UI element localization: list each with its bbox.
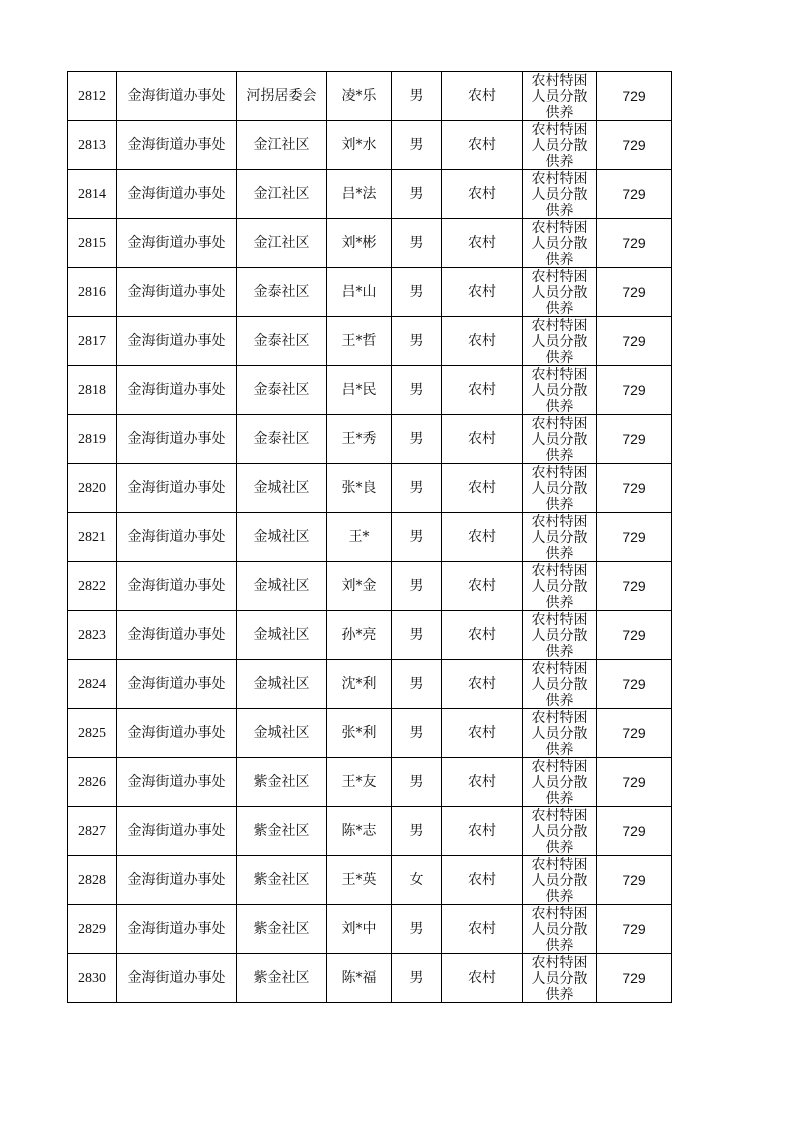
category-text: 农村特困人员分散供养 <box>531 759 588 806</box>
category-text: 农村特困人员分散供养 <box>531 710 588 757</box>
row-number-cell: 2820 <box>68 464 117 513</box>
amount-cell: 729 <box>597 464 672 513</box>
area-cell: 农村 <box>442 709 523 758</box>
gender-cell: 男 <box>392 170 442 219</box>
office-cell: 金海街道办事处 <box>117 856 237 905</box>
table-row <box>68 317 672 366</box>
area-cell: 农村 <box>442 219 523 268</box>
category-text: 农村特困人员分散供养 <box>531 808 588 855</box>
gender-cell: 男 <box>392 268 442 317</box>
amount-cell: 729 <box>597 758 672 807</box>
category-text: 农村特困人员分散供养 <box>531 563 588 610</box>
community-cell: 金城社区 <box>237 709 327 758</box>
row-number-cell: 2812 <box>68 72 117 121</box>
row-number-cell: 2823 <box>68 611 117 660</box>
category-cell <box>523 660 597 709</box>
office-cell: 金海街道办事处 <box>117 366 237 415</box>
category-text: 农村特困人员分散供养 <box>531 612 588 659</box>
gender-cell: 男 <box>392 317 442 366</box>
area-cell: 农村 <box>442 758 523 807</box>
amount-cell: 729 <box>597 513 672 562</box>
recipient-table <box>67 71 672 1003</box>
table-row <box>68 954 672 1003</box>
category-cell <box>523 562 597 611</box>
community-cell: 紫金社区 <box>237 954 327 1003</box>
table-row <box>68 660 672 709</box>
community-cell: 紫金社区 <box>237 905 327 954</box>
community-cell: 金泰社区 <box>237 366 327 415</box>
category-cell <box>523 170 597 219</box>
area-cell: 农村 <box>442 268 523 317</box>
category-cell <box>523 72 597 121</box>
table-body <box>68 72 672 1003</box>
category-text: 农村特困人员分散供养 <box>531 73 588 120</box>
community-cell: 金泰社区 <box>237 317 327 366</box>
amount-cell: 729 <box>597 121 672 170</box>
area-cell: 农村 <box>442 415 523 464</box>
area-cell: 农村 <box>442 807 523 856</box>
category-text: 农村特困人员分散供养 <box>531 514 588 561</box>
gender-cell: 男 <box>392 72 442 121</box>
amount-cell: 729 <box>597 562 672 611</box>
gender-cell: 男 <box>392 709 442 758</box>
office-cell: 金海街道办事处 <box>117 709 237 758</box>
name-cell: 沈*利 <box>327 660 392 709</box>
category-text: 农村特困人员分散供养 <box>531 269 588 316</box>
office-cell: 金海街道办事处 <box>117 758 237 807</box>
gender-cell: 女 <box>392 856 442 905</box>
name-cell: 王*英 <box>327 856 392 905</box>
category-text: 农村特困人员分散供养 <box>531 857 588 904</box>
office-cell: 金海街道办事处 <box>117 954 237 1003</box>
area-cell: 农村 <box>442 611 523 660</box>
office-cell: 金海街道办事处 <box>117 268 237 317</box>
amount-cell: 729 <box>597 317 672 366</box>
name-cell: 王*友 <box>327 758 392 807</box>
gender-cell: 男 <box>392 905 442 954</box>
office-cell: 金海街道办事处 <box>117 513 237 562</box>
area-cell: 农村 <box>442 366 523 415</box>
community-cell: 金城社区 <box>237 513 327 562</box>
table-row <box>68 415 672 464</box>
category-cell <box>523 954 597 1003</box>
community-cell: 金江社区 <box>237 170 327 219</box>
gender-cell: 男 <box>392 513 442 562</box>
office-cell: 金海街道办事处 <box>117 905 237 954</box>
row-number-cell: 2830 <box>68 954 117 1003</box>
area-cell: 农村 <box>442 464 523 513</box>
category-cell <box>523 268 597 317</box>
name-cell: 吕*山 <box>327 268 392 317</box>
table-row <box>68 758 672 807</box>
gender-cell: 男 <box>392 611 442 660</box>
table-row <box>68 464 672 513</box>
community-cell: 金城社区 <box>237 611 327 660</box>
community-cell: 金城社区 <box>237 660 327 709</box>
gender-cell: 男 <box>392 954 442 1003</box>
name-cell: 张*良 <box>327 464 392 513</box>
office-cell: 金海街道办事处 <box>117 611 237 660</box>
table-row <box>68 856 672 905</box>
community-cell: 紫金社区 <box>237 807 327 856</box>
row-number-cell: 2825 <box>68 709 117 758</box>
area-cell: 农村 <box>442 72 523 121</box>
table-row <box>68 807 672 856</box>
category-cell <box>523 856 597 905</box>
gender-cell: 男 <box>392 219 442 268</box>
name-cell: 王* <box>327 513 392 562</box>
amount-cell: 729 <box>597 170 672 219</box>
name-cell: 吕*民 <box>327 366 392 415</box>
category-cell <box>523 219 597 268</box>
gender-cell: 男 <box>392 366 442 415</box>
table-row <box>68 72 672 121</box>
category-text: 农村特困人员分散供养 <box>531 906 588 953</box>
category-cell <box>523 807 597 856</box>
community-cell: 金泰社区 <box>237 415 327 464</box>
category-text: 农村特困人员分散供养 <box>531 220 588 267</box>
category-text: 农村特困人员分散供养 <box>531 367 588 414</box>
amount-cell: 729 <box>597 954 672 1003</box>
row-number-cell: 2828 <box>68 856 117 905</box>
category-cell <box>523 709 597 758</box>
gender-cell: 男 <box>392 660 442 709</box>
amount-cell: 729 <box>597 660 672 709</box>
amount-cell: 729 <box>597 72 672 121</box>
name-cell: 王*哲 <box>327 317 392 366</box>
area-cell: 农村 <box>442 954 523 1003</box>
row-number-cell: 2816 <box>68 268 117 317</box>
category-text: 农村特困人员分散供养 <box>531 318 588 365</box>
name-cell: 王*秀 <box>327 415 392 464</box>
area-cell: 农村 <box>442 513 523 562</box>
name-cell: 刘*中 <box>327 905 392 954</box>
row-number-cell: 2829 <box>68 905 117 954</box>
amount-cell: 729 <box>597 219 672 268</box>
row-number-cell: 2814 <box>68 170 117 219</box>
table-row <box>68 709 672 758</box>
gender-cell: 男 <box>392 758 442 807</box>
community-cell: 金泰社区 <box>237 268 327 317</box>
gender-cell: 男 <box>392 464 442 513</box>
category-text: 农村特困人员分散供养 <box>531 171 588 218</box>
amount-cell: 729 <box>597 415 672 464</box>
area-cell: 农村 <box>442 562 523 611</box>
amount-cell: 729 <box>597 366 672 415</box>
amount-cell: 729 <box>597 709 672 758</box>
table-row <box>68 562 672 611</box>
category-text: 农村特困人员分散供养 <box>531 416 588 463</box>
table-row <box>68 121 672 170</box>
office-cell: 金海街道办事处 <box>117 807 237 856</box>
name-cell: 刘*金 <box>327 562 392 611</box>
amount-cell: 729 <box>597 856 672 905</box>
area-cell: 农村 <box>442 170 523 219</box>
community-cell: 金江社区 <box>237 121 327 170</box>
office-cell: 金海街道办事处 <box>117 464 237 513</box>
table-row <box>68 611 672 660</box>
category-cell <box>523 464 597 513</box>
table-row <box>68 905 672 954</box>
amount-cell: 729 <box>597 905 672 954</box>
table-row <box>68 513 672 562</box>
community-cell: 金城社区 <box>237 562 327 611</box>
name-cell: 孙*亮 <box>327 611 392 660</box>
office-cell: 金海街道办事处 <box>117 121 237 170</box>
row-number-cell: 2827 <box>68 807 117 856</box>
category-cell <box>523 513 597 562</box>
row-number-cell: 2813 <box>68 121 117 170</box>
row-number-cell: 2818 <box>68 366 117 415</box>
row-number-cell: 2824 <box>68 660 117 709</box>
office-cell: 金海街道办事处 <box>117 660 237 709</box>
row-number-cell: 2822 <box>68 562 117 611</box>
office-cell: 金海街道办事处 <box>117 72 237 121</box>
row-number-cell: 2815 <box>68 219 117 268</box>
category-text: 农村特困人员分散供养 <box>531 122 588 169</box>
name-cell: 陈*福 <box>327 954 392 1003</box>
office-cell: 金海街道办事处 <box>117 170 237 219</box>
table-row <box>68 170 672 219</box>
gender-cell: 男 <box>392 121 442 170</box>
gender-cell: 男 <box>392 415 442 464</box>
area-cell: 农村 <box>442 121 523 170</box>
category-cell <box>523 366 597 415</box>
office-cell: 金海街道办事处 <box>117 415 237 464</box>
amount-cell: 729 <box>597 807 672 856</box>
area-cell: 农村 <box>442 905 523 954</box>
area-cell: 农村 <box>442 660 523 709</box>
category-cell <box>523 758 597 807</box>
name-cell: 刘*彬 <box>327 219 392 268</box>
category-cell <box>523 611 597 660</box>
gender-cell: 男 <box>392 807 442 856</box>
area-cell: 农村 <box>442 856 523 905</box>
community-cell: 金江社区 <box>237 219 327 268</box>
name-cell: 张*利 <box>327 709 392 758</box>
category-cell <box>523 905 597 954</box>
row-number-cell: 2826 <box>68 758 117 807</box>
category-cell <box>523 415 597 464</box>
row-number-cell: 2819 <box>68 415 117 464</box>
community-cell: 紫金社区 <box>237 856 327 905</box>
category-text: 农村特困人员分散供养 <box>531 955 588 1002</box>
name-cell: 刘*水 <box>327 121 392 170</box>
office-cell: 金海街道办事处 <box>117 317 237 366</box>
office-cell: 金海街道办事处 <box>117 562 237 611</box>
gender-cell: 男 <box>392 562 442 611</box>
area-cell: 农村 <box>442 317 523 366</box>
row-number-cell: 2821 <box>68 513 117 562</box>
category-text: 农村特困人员分散供养 <box>531 465 588 512</box>
community-cell: 金城社区 <box>237 464 327 513</box>
name-cell: 吕*法 <box>327 170 392 219</box>
amount-cell: 729 <box>597 611 672 660</box>
category-cell <box>523 317 597 366</box>
category-cell <box>523 121 597 170</box>
row-number-cell: 2817 <box>68 317 117 366</box>
table-row <box>68 268 672 317</box>
name-cell: 陈*志 <box>327 807 392 856</box>
table-row <box>68 366 672 415</box>
office-cell: 金海街道办事处 <box>117 219 237 268</box>
table-row <box>68 219 672 268</box>
category-text: 农村特困人员分散供养 <box>531 661 588 708</box>
community-cell: 河拐居委会 <box>237 72 327 121</box>
community-cell: 紫金社区 <box>237 758 327 807</box>
name-cell: 凌*乐 <box>327 72 392 121</box>
amount-cell: 729 <box>597 268 672 317</box>
